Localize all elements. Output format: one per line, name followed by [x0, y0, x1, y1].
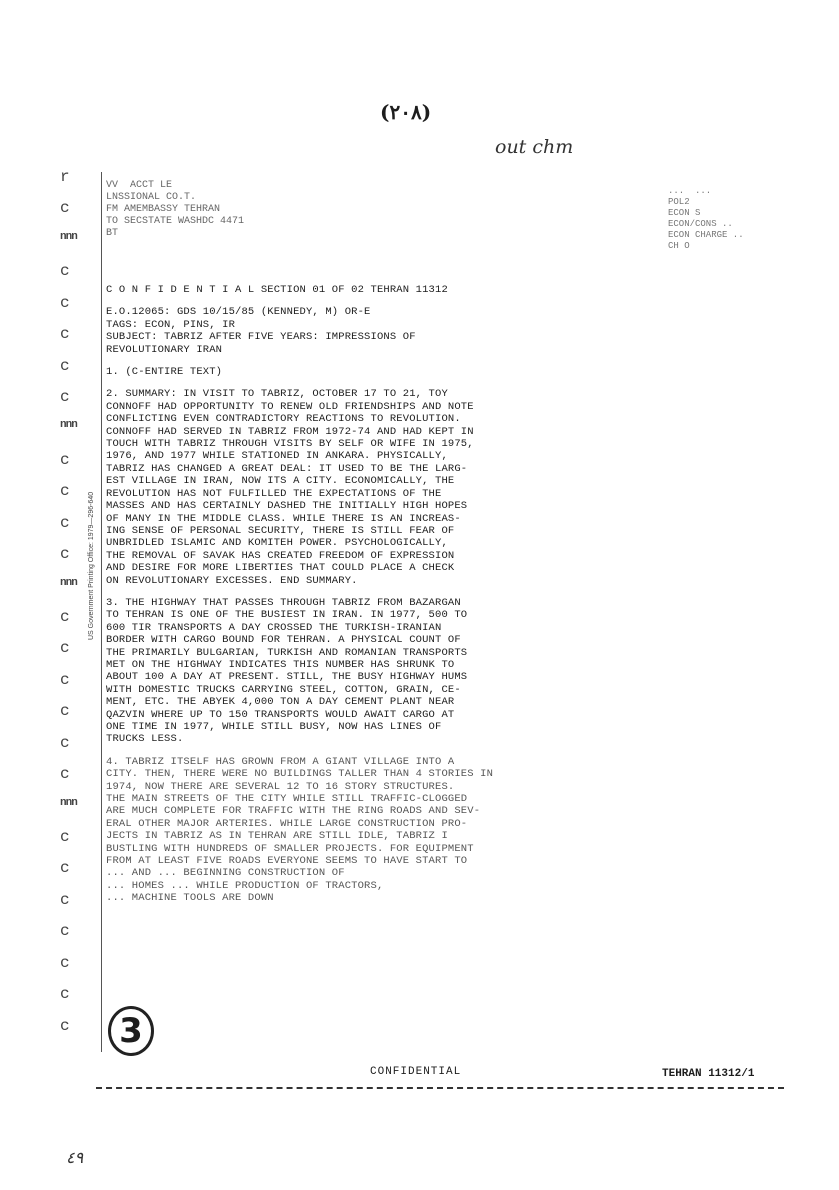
- margin-mark: c: [60, 608, 70, 626]
- handwritten-note: out chm: [495, 136, 574, 158]
- margin-mark: c: [60, 356, 70, 375]
- text-line: 1976, AND 1977 WHILE STATIONED IN ANKARA. PHYSICALLY,: [106, 450, 448, 463]
- header-line: LNSSIONAL CO.T.: [106, 192, 197, 203]
- margin-mark: nnn: [60, 576, 77, 589]
- header-line: TO SECSTATE WASHDC 4471: [106, 216, 245, 227]
- text-line: BORDER WITH CARGO BOUND FOR TEHRAN. A PHYSICAL COUNT OF: [106, 634, 461, 647]
- margin-mark: c: [60, 953, 70, 972]
- tags-block: [106, 306, 786, 356]
- margin-mark: c: [60, 890, 70, 909]
- text-line: CITY. THEN, THERE WERE NO BUILDINGS TALLER THAN 4 STORIES IN: [106, 768, 494, 781]
- corner-handwriting: ٤٩: [66, 1148, 84, 1167]
- text-line: ... MACHINE TOOLS ARE DOWN: [106, 892, 274, 905]
- text-line: ERAL OTHER MAJOR ARTERIES. WHILE LARGE CONSTRUCTION PRO-: [106, 817, 468, 830]
- header-line: BT: [106, 228, 119, 239]
- margin-mark: c: [60, 199, 70, 218]
- margin-mark: nnn: [60, 419, 77, 432]
- routing-line: ... ...: [668, 186, 712, 196]
- cable-body: [106, 284, 786, 905]
- tabriz-paragraph: [106, 756, 786, 905]
- margin-mark: c: [60, 513, 70, 532]
- margin-mark: c: [60, 859, 70, 878]
- margin-mark: c: [60, 639, 70, 658]
- tags-line: REVOLUTIONARY IRAN: [106, 343, 223, 356]
- text-line: FROM AT LEAST FIVE ROADS EVERYONE SEEMS TO HAVE START TO: [106, 855, 468, 868]
- text-line: BUSTLING WITH HUNDREDS OF SMALLER PROJECTS. FOR EQUIPMENT: [106, 842, 474, 855]
- margin-mark: nnn: [60, 230, 77, 243]
- margin-mark: c: [60, 450, 70, 469]
- margin-mark: c: [60, 765, 70, 784]
- margin-mark: c: [60, 293, 70, 312]
- printing-office-stamp: US Government Printing Office: 1979—296-640: [88, 491, 95, 640]
- routing-line: POL2: [668, 197, 690, 207]
- text-line: CONNOFF HAD SERVED IN TABRIZ FROM 1972-74 AND HAD KEPT IN: [106, 425, 474, 438]
- margin-mark: c: [60, 1016, 70, 1035]
- footer-reference: TEHRAN 11312/1: [662, 1068, 755, 1080]
- margin-mark: c: [60, 702, 70, 721]
- routing-line: ECON S: [668, 208, 701, 218]
- tags-line: E.O.12065: GDS 10/15/85 (KENNEDY, M) OR-E: [106, 306, 371, 319]
- margin-rule: [101, 172, 102, 1052]
- cable-header: [106, 180, 244, 240]
- text-line: TO TEHRAN IS ONE OF THE BUSIEST IN IRAN. IN 1977, 500 TO: [106, 609, 468, 622]
- header-line: FM AMEMBASSY TEHRAN: [106, 204, 221, 215]
- text-line: OF MANY IN THE MIDDLE CLASS. WHILE THERE IS AN INCREAS-: [106, 512, 461, 525]
- margin-mark: c: [60, 985, 70, 1004]
- text-line: ING SENSE OF PERSONAL SECURITY, THERE IS STILL FEAR OF: [106, 524, 455, 537]
- text-line: REVOLUTION HAS NOT FULFILLED THE EXPECTATIONS OF THE: [106, 487, 442, 500]
- highway-paragraph: [106, 597, 786, 746]
- text-line: THE REMOVAL OF SAVAK HAS CREATED FREEDOM OF EXPRESSION: [106, 549, 455, 562]
- tags-line: TAGS: ECON, PINS, IR: [106, 318, 236, 331]
- margin-punch-marks: [60, 168, 84, 1048]
- text-line: JECTS IN TABRIZ AS IN TEHRAN ARE STILL IDLE, TABRIZ I: [106, 830, 448, 843]
- text-line: MASSES AND HAS CERTAINLY DASHED THE INITIALLY HIGH HOPES: [106, 500, 468, 513]
- margin-mark: c: [60, 482, 70, 501]
- text-line: 4. TABRIZ ITSELF HAS GROWN FROM A GIANT VILLAGE INTO A: [106, 755, 455, 768]
- text-line: 3. THE HIGHWAY THAT PASSES THROUGH TABRIZ FROM BAZARGAN: [106, 596, 461, 609]
- summary-paragraph: [106, 388, 786, 587]
- margin-mark: c: [60, 262, 70, 281]
- footer-classification: CONFIDENTIAL: [370, 1066, 462, 1078]
- classification-line: C O N F I D E N T I A L SECTION 01 OF 02 TEHRAN 11312: [106, 284, 448, 296]
- text-line: ONE TIME IN 1977, WHILE STILL BUSY, NOW HAS LINES OF: [106, 721, 442, 733]
- margin-mark: c: [60, 545, 70, 564]
- margin-mark: c: [60, 325, 70, 344]
- text-line: AND DESIRE FOR MORE LIBERTIES THAT COULD PLACE A CHECK: [106, 562, 455, 575]
- header-line: VV ACCT LE: [106, 180, 173, 191]
- text-line: ... HOMES ... WHILE PRODUCTION OF TRACTORS,: [106, 879, 384, 892]
- text-line: TABRIZ HAS CHANGED A GREAT DEAL: IT USED TO BE THE LARG-: [106, 462, 468, 475]
- routing-block: [668, 186, 744, 252]
- text-line: ARE MUCH COMPLETE FOR TRAFFIC WITH THE RING ROADS AND SEV-: [106, 805, 481, 818]
- text-line: EST VILLAGE IN IRAN, NOW ITS A CITY. ECONOMICALLY, THE: [106, 475, 455, 488]
- margin-mark: nnn: [60, 796, 77, 809]
- margin-mark: c: [60, 733, 70, 752]
- page-number: (٢٠٨): [380, 100, 432, 124]
- margin-mark: c: [60, 670, 70, 689]
- text-line: UNBRIDLED ISLAMIC AND KOMITEH POWER. PSYCHOLOGICALLY,: [106, 537, 448, 550]
- text-line: ABOUT 100 A DAY AT PRESENT. STILL, THE BUSY HIGHWAY HUMS: [106, 671, 468, 684]
- margin-mark: c: [60, 922, 70, 941]
- margin-mark: c: [60, 388, 70, 406]
- text-line: 1974, NOW THERE ARE SEVERAL 12 TO 16 STORY STRUCTURES.: [106, 780, 455, 793]
- text-line: WITH DOMESTIC TRUCKS CARRYING STEEL, COTTON, GRAIN, CE-: [106, 683, 461, 696]
- text-line: TRUCKS LESS.: [106, 733, 184, 746]
- text-line: ... AND ... BEGINNING CONSTRUCTION OF: [106, 867, 345, 880]
- margin-mark: r: [60, 168, 70, 186]
- routing-line: ECON CHARGE ..: [668, 230, 744, 240]
- text-line: MENT, ETC. THE ABYEK 4,000 TON A DAY CEMENT PLANT NEAR: [106, 696, 455, 709]
- margin-mark: c: [60, 828, 70, 846]
- text-line: THE PRIMARILY BULGARIAN, TURKISH AND ROMANIAN TRANSPORTS: [106, 646, 468, 659]
- routing-line: ECON/CONS ..: [668, 219, 733, 229]
- circled-number: 3: [108, 1006, 154, 1056]
- tags-line: SUBJECT: TABRIZ AFTER FIVE YEARS: IMPRESSIONS OF: [106, 331, 416, 344]
- text-line: THE MAIN STREETS OF THE CITY WHILE STILL TRAFFIC-CLOGGED: [106, 793, 468, 806]
- text-line: MET ON THE HIGHWAY INDICATES THIS NUMBER HAS SHRUNK TO: [106, 658, 455, 671]
- text-line: 2. SUMMARY: IN VISIT TO TABRIZ, OCTOBER 17 TO 21, TOY: [106, 388, 448, 401]
- paragraph-1: 1. (C-ENTIRE TEXT): [106, 366, 223, 379]
- text-line: ON REVOLUTIONARY EXCESSES. END SUMMARY.: [106, 574, 358, 587]
- text-line: QAZVIN WHERE UP TO 150 TRANSPORTS WOULD AWAIT CARGO AT: [106, 708, 455, 721]
- text-line: TOUCH WITH TABRIZ THROUGH VISITS BY SELF OR WIFE IN 1975,: [106, 438, 474, 451]
- footer-rule: [96, 1087, 784, 1089]
- text-line: 600 TIR TRANSPORTS A DAY CROSSED THE TURKISH-IRANIAN: [106, 621, 442, 634]
- text-line: CONFLICTING EVEN CONTRADICTORY REACTIONS TO REVOLUTION.: [106, 413, 461, 426]
- text-line: CONNOFF HAD OPPORTUNITY TO RENEW OLD FRIENDSHIPS AND NOTE: [106, 400, 474, 413]
- routing-line: CH O: [668, 241, 690, 251]
